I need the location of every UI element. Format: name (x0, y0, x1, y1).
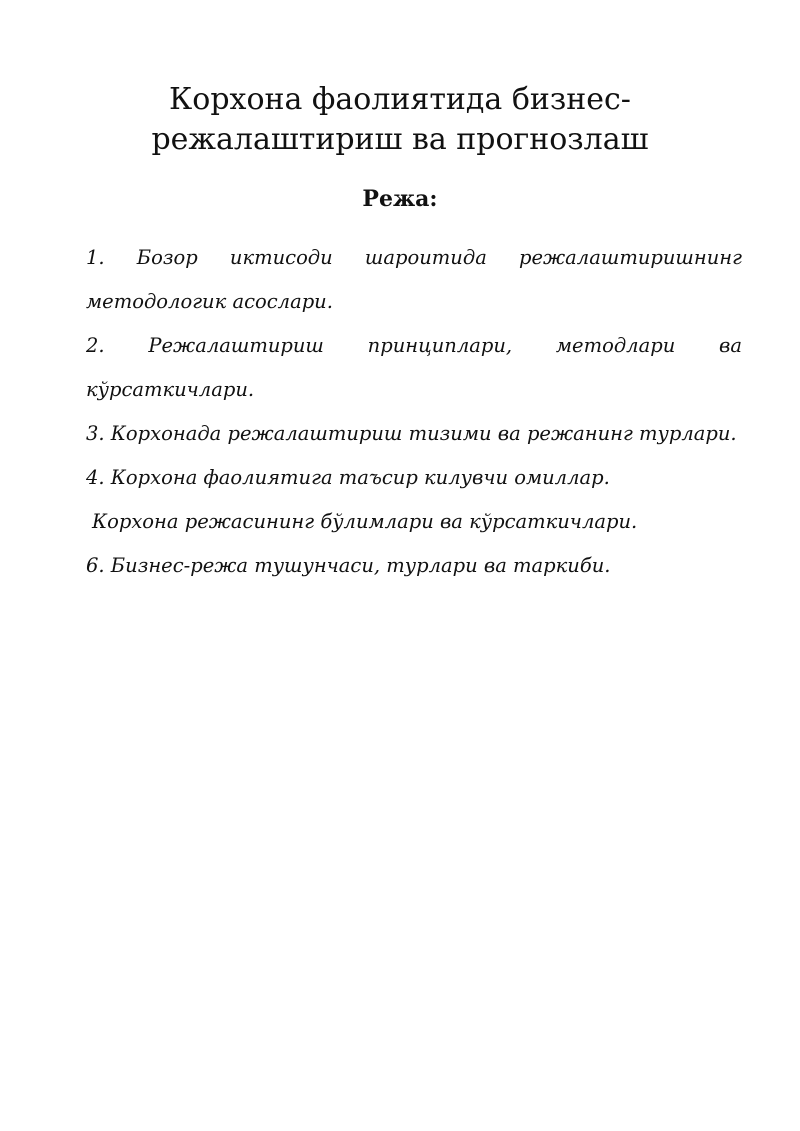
plan-item-5: Корхона режасининг бўлимлари ва кўрсаткичлари. (92, 510, 638, 533)
plan-item-6: 6. Бизнес-режа тушунчаси, турлари ва таркиби. (86, 554, 611, 577)
document-title-line-1: Корхона фаолиятида бизнес- (169, 82, 631, 117)
plan-item-2: 2. Режалаштириш принциплари, методлари ва кўрсаткичлари. (86, 334, 742, 401)
document-title (0, 80, 800, 160)
plan-list (86, 236, 742, 588)
document-title-line-2: режалаштириш ва прогнозлаш (151, 122, 649, 157)
plan-item-1: 1. Бозор иктисоди шароитида режалаштиришнинг методологик асослари. (86, 246, 742, 313)
plan-item-4: 4. Корхона фаолиятига таъсир килувчи омиллар. (86, 466, 610, 489)
plan-item-3: 3. Корхонада режалаштириш тизими ва режанинг турлари. (86, 422, 737, 445)
plan-heading: Режа: (362, 186, 438, 212)
